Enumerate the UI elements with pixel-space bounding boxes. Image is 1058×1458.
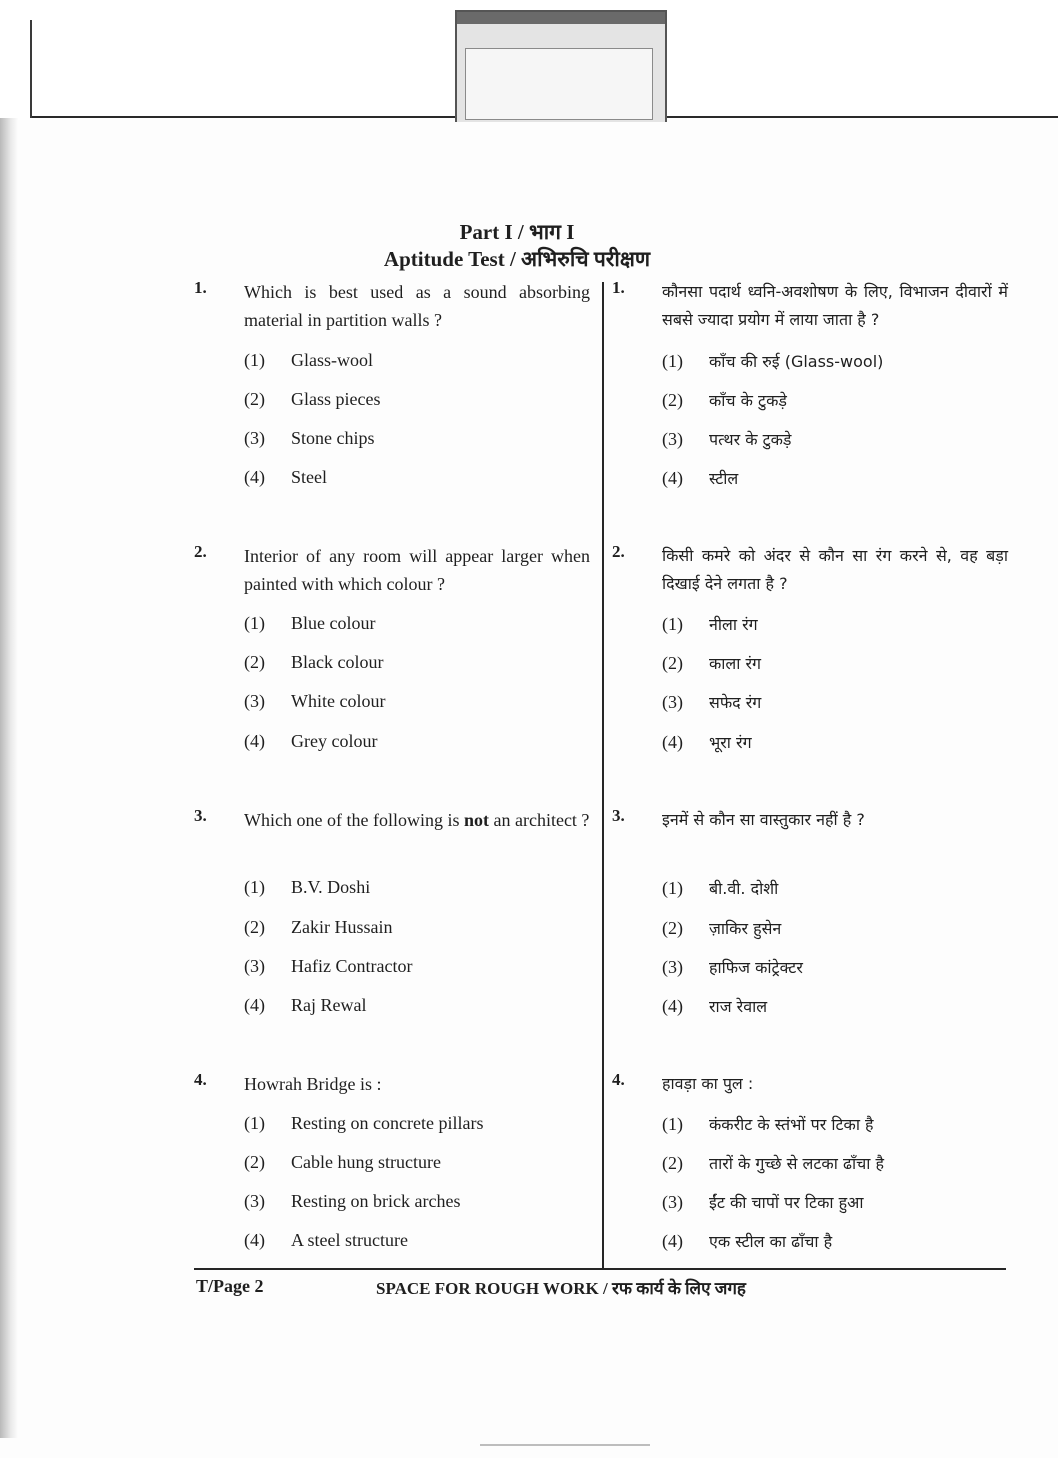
- question-number: 1.: [612, 278, 625, 297]
- option: [662, 650, 761, 676]
- option-number: (1): [662, 1114, 683, 1134]
- option-text: Cable hung structure: [291, 1152, 441, 1172]
- option-text: काला रंग: [709, 654, 762, 673]
- question-number: 4.: [194, 1070, 207, 1089]
- option-text: भूरा रंग: [709, 733, 752, 752]
- binder-clip: [455, 10, 667, 122]
- question-text: [244, 806, 590, 834]
- option: [662, 954, 803, 980]
- rough-work-label: SPACE FOR ROUGH WORK / रफ कार्य के लिए जगह: [376, 1279, 746, 1298]
- option-number: (4): [244, 467, 265, 487]
- option: [662, 993, 767, 1019]
- option-text: Glass-wool: [291, 350, 373, 370]
- section-heading: Aptitude Test / अभिरुचि परीक्षण: [383, 247, 651, 271]
- question-text: किसी कमरे को अंदर से कौन सा रंग करने से, वह बड़ा दिखाई देने लगता है ?: [662, 546, 1008, 593]
- option: [662, 348, 883, 374]
- option-text: ज़ाकिर हुसेन: [709, 919, 782, 938]
- footer-rule: [194, 1268, 1006, 1270]
- option-text: White colour: [291, 691, 386, 711]
- option: [244, 914, 392, 940]
- option: [244, 347, 373, 373]
- option: [662, 1111, 874, 1137]
- option-number: (2): [662, 918, 683, 938]
- option-text: ईंट की चापों पर टिका हुआ: [709, 1193, 864, 1212]
- option: [244, 1149, 441, 1175]
- option: [244, 874, 370, 900]
- option-number: (2): [662, 1153, 683, 1173]
- question-number: 4.: [612, 1070, 625, 1089]
- option-text: B.V. Doshi: [291, 877, 371, 897]
- question-number: 2.: [612, 542, 625, 561]
- option-text: नीला रंग: [709, 615, 758, 634]
- option-number: (3): [244, 1191, 265, 1211]
- option: [244, 1110, 483, 1136]
- option-number: (3): [662, 957, 683, 977]
- question-text: इनमें से कौन सा वास्तुकार नहीं है ?: [662, 810, 865, 829]
- question-number: 2.: [194, 542, 207, 561]
- option-text: Zakir Hussain: [291, 917, 393, 937]
- option-number: (1): [662, 614, 683, 634]
- scan-edge-line: [30, 20, 32, 118]
- question-text-emphasis: not: [463, 810, 489, 830]
- option-number: (1): [244, 877, 265, 897]
- column-divider: [602, 282, 604, 1270]
- option-number: (2): [244, 652, 265, 672]
- option: [244, 464, 327, 490]
- option-number: (3): [662, 429, 683, 449]
- question-text: कौनसा पदार्थ ध्वनि-अवशोषण के लिए, विभाजन दीवारों में सबसे ज्यादा प्रयोग में लाया जाता है ?: [662, 282, 1008, 329]
- question-text-part: an architect ?: [488, 810, 590, 830]
- option-number: (3): [244, 956, 265, 976]
- option-number: (3): [244, 691, 265, 711]
- question-text-part: Which one of the following is: [244, 810, 464, 830]
- option-text: Blue colour: [291, 613, 376, 633]
- option: [662, 1150, 884, 1176]
- option-number: (2): [662, 390, 683, 410]
- option-number: (1): [244, 613, 265, 633]
- question-text: Which is best used as a sound absorbing material in partition walls ?: [244, 282, 590, 330]
- option-text: कंकरीट के स्तंभों पर टिका है: [709, 1115, 874, 1134]
- option: [662, 387, 787, 413]
- option-text: Hafiz Contractor: [291, 956, 413, 976]
- option-text: काँच की रुई (Glass-wool): [709, 352, 884, 371]
- option-number: (4): [662, 468, 683, 488]
- option-text: Resting on brick arches: [291, 1191, 461, 1211]
- question-number: 1.: [194, 278, 207, 297]
- option-text: स्टील: [709, 469, 739, 488]
- option: [244, 386, 380, 412]
- option-text: A steel structure: [291, 1230, 408, 1250]
- option: [662, 689, 761, 715]
- page-number: T/Page 2: [196, 1276, 264, 1296]
- binder-clip-plate: [465, 48, 653, 120]
- option-number: (4): [244, 1230, 265, 1250]
- option: [244, 728, 377, 754]
- option: [244, 1227, 408, 1253]
- option-text: पत्थर के टुकड़े: [709, 430, 792, 449]
- option-text: तारों के गुच्छे से लटका ढाँचा है: [709, 1154, 884, 1173]
- option-number: (3): [662, 692, 683, 712]
- scan-mark: [480, 1444, 650, 1446]
- option: [662, 426, 792, 452]
- option-text: Stone chips: [291, 428, 375, 448]
- question-number: 3.: [194, 806, 207, 825]
- option: [662, 729, 752, 755]
- option: [244, 953, 412, 979]
- option-number: (1): [244, 1113, 265, 1133]
- option-number: (4): [244, 995, 265, 1015]
- option: [244, 992, 366, 1018]
- question-text: Howrah Bridge is :: [244, 1074, 382, 1094]
- option-text: Black colour: [291, 652, 384, 672]
- option-number: (2): [662, 653, 683, 673]
- option-number: (1): [244, 350, 265, 370]
- option-text: राज रेवाल: [709, 997, 768, 1016]
- option-number: (2): [244, 917, 265, 937]
- option: [662, 465, 738, 491]
- option-text: Grey colour: [291, 731, 378, 751]
- part-heading: Part I / भाग I: [459, 220, 575, 244]
- option: [244, 610, 375, 636]
- option-number: (3): [662, 1192, 683, 1212]
- option-number: (3): [244, 428, 265, 448]
- option-number: (1): [662, 878, 683, 898]
- option: [244, 688, 385, 714]
- option: [662, 1228, 832, 1254]
- page-left-shadow: [0, 118, 18, 1438]
- option-text: हाफिज कांट्रेक्टर: [709, 958, 803, 977]
- option-text: Steel: [291, 467, 327, 487]
- option-number: (2): [244, 1152, 265, 1172]
- option-text: एक स्टील का ढाँचा है: [709, 1232, 833, 1251]
- option-number: (4): [244, 731, 265, 751]
- question-text: Interior of any room will appear larger when painted with which colour ?: [244, 546, 590, 594]
- option-text: काँच के टुकड़े: [709, 391, 787, 410]
- option-number: (4): [662, 732, 683, 752]
- binder-clip-bar: [457, 12, 665, 24]
- option-number: (4): [662, 1231, 683, 1251]
- option: [662, 611, 758, 637]
- question-number: 3.: [612, 806, 625, 825]
- option: [662, 915, 781, 941]
- option-number: (1): [662, 351, 683, 371]
- option-text: सफेद रंग: [709, 693, 762, 712]
- option-number: (2): [244, 389, 265, 409]
- option-text: Raj Rewal: [291, 995, 367, 1015]
- option: [244, 425, 375, 451]
- option-number: (4): [662, 996, 683, 1016]
- option: [662, 1189, 863, 1215]
- option: [244, 1188, 460, 1214]
- option-text: Glass pieces: [291, 389, 381, 409]
- option: [244, 649, 383, 675]
- option-text: Resting on concrete pillars: [291, 1113, 484, 1133]
- option-text: बी.वी. दोशी: [709, 879, 779, 898]
- option: [662, 875, 778, 901]
- question-text: हावड़ा का पुल :: [662, 1074, 754, 1093]
